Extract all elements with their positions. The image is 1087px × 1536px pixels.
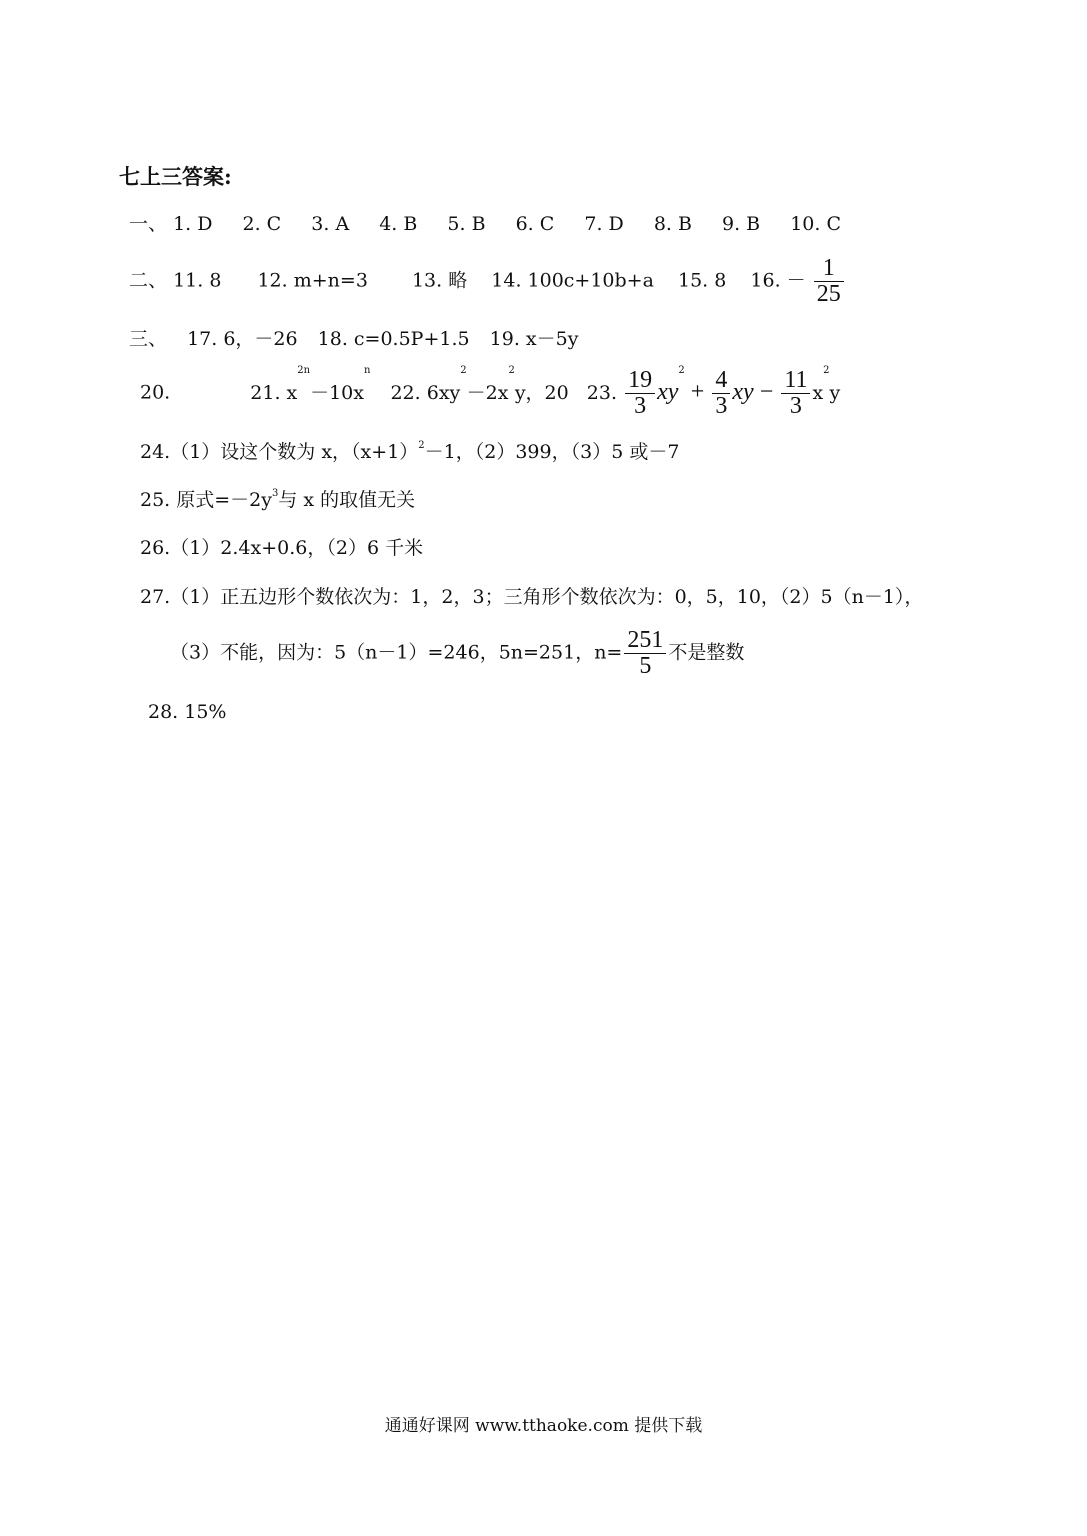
answer-6: 6. C: [515, 213, 555, 235]
answer-20: 20.: [140, 381, 171, 404]
answer-3: 3. A: [311, 213, 350, 235]
section-3-row: [129, 330, 578, 349]
answer-13: 13. 略: [411, 269, 468, 292]
answer-12: 12. m+n=3: [257, 269, 368, 292]
answer-21: 21. $x^{2n}-10x^n$: [250, 365, 371, 404]
answer-19: 19. x－5y: [489, 328, 579, 350]
answer-15: 15. 8: [677, 269, 727, 292]
fraction-23-b: $\frac{4}{3}$: [712, 368, 730, 419]
answer-1: 1. D: [173, 213, 213, 235]
answer-2: 2. C: [242, 213, 282, 235]
fraction-23-c: $\frac{11}{3}$: [781, 368, 810, 419]
row-20-23: [140, 365, 841, 420]
fraction-27: $\frac{251}{5}$: [624, 628, 666, 679]
answer-16: 16. －: [750, 269, 806, 292]
answer-28: 28. 15%: [148, 701, 227, 723]
answer-7: 7. D: [584, 213, 624, 235]
answer-17: 17. 6，－26: [187, 328, 298, 350]
answer-26: 26.（1）2.4x+0.6，（2）6 千米: [140, 537, 424, 559]
answer-27-line-2: （3）不能，因为：5（n－1）=246，5n=251，n= $\frac{251}{5}$ 不是整数: [170, 627, 745, 680]
answer-24: 24.（1）设这个数为 x，$(x+1)^2-1$，（2）399，（3）5 或－7: [140, 440, 680, 463]
fraction-16-denominator: 25: [816, 281, 841, 308]
answer-22: 22. $6xy^2-2x^2y$，20: [390, 365, 569, 404]
answer-title: 七上三答案:: [119, 164, 232, 189]
page-footer: 通通好课网 www.tthaoke.com 提供下载: [384, 1416, 703, 1436]
section-2-row: [129, 256, 846, 307]
answer-9: 9. B: [722, 213, 761, 235]
answer-27-line-1: 27.（1）正五边形个数依次为：1，2，3；三角形个数依次为：0，5，10，（2）5（n－1），: [140, 586, 924, 608]
answer-11: 11. 8: [173, 269, 222, 292]
answer-5: 5. B: [447, 213, 486, 235]
answer-25: 25. 原式$=-2y^3$与 x 的取值无关: [140, 488, 416, 511]
answer-18: 18. c=0.5P+1.5: [317, 328, 470, 350]
fraction-16: [814, 256, 844, 307]
section-1-prefix: 一、: [129, 213, 168, 235]
section-1-row: [129, 215, 841, 234]
section-2-prefix: 二、: [129, 269, 168, 292]
section-3-prefix: 三、: [129, 328, 168, 350]
fraction-23-a: $\frac{19}{3}$: [625, 368, 655, 419]
answer-14: 14. 100c+10b+a: [491, 269, 654, 292]
answer-10: 10. C: [790, 213, 841, 235]
answer-4: 4. B: [379, 213, 418, 235]
fraction-16-numerator: 1: [814, 256, 844, 282]
answer-8: 8. B: [653, 213, 692, 235]
answer-23: 23. $\frac{19}{3}$ $xy^2$ + $\frac{4}{3}$ xy − $\frac{11}{3}$ $x^2y$: [586, 365, 841, 420]
